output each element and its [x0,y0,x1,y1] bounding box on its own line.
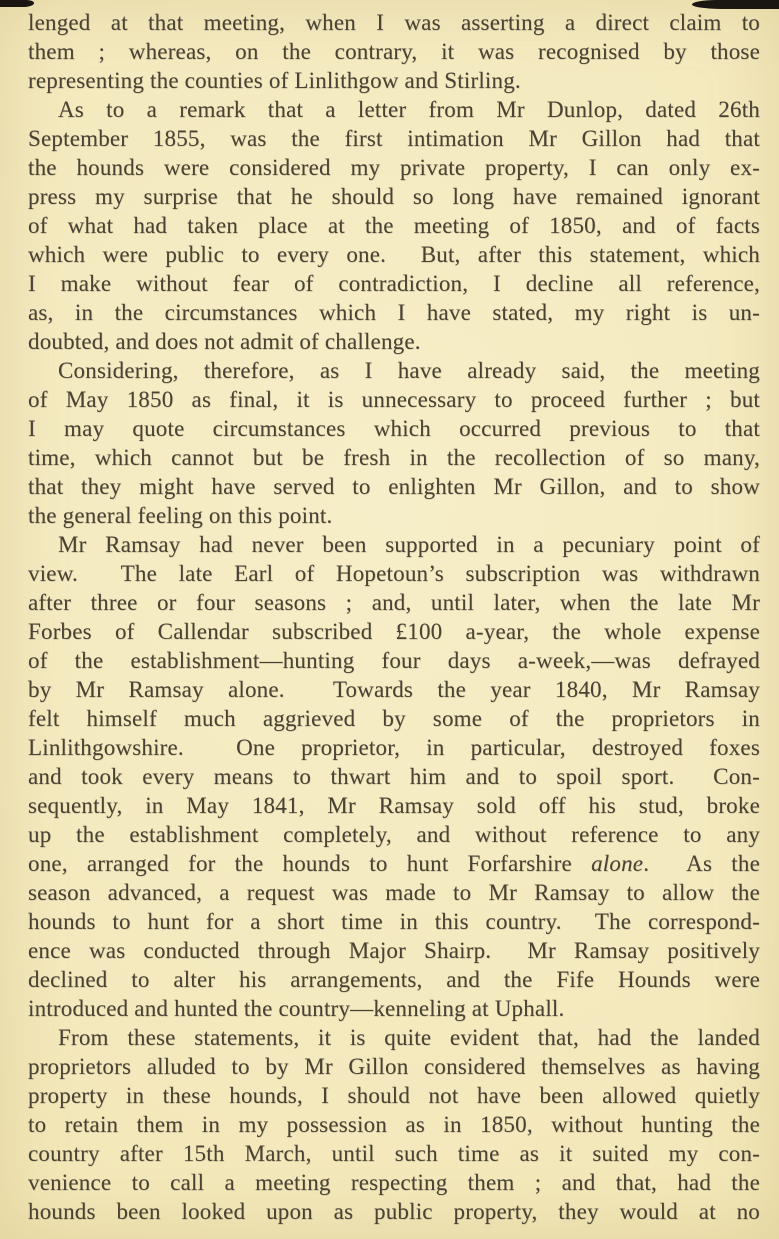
text-line: As to a remark that a letter from Mr Dunlop, dated 26th [58,97,760,122]
text-line: sequently, in May 1841, Mr Ramsay sold off his stud, broke [28,793,760,818]
text-line: of what had taken place at the meeting of 1850, and of facts [28,213,760,238]
text-line: I make without fear of contradiction, I decline all reference, [28,271,760,296]
text-line: the hounds were considered my private property, I can only ex- [28,155,760,180]
text-line: of the establishment—hunting four days a-week,—was defrayed [28,648,760,673]
text-line: hounds to hunt for a short time in this country. The correspond- [28,909,760,934]
text-line: From these statements, it is quite evident that, had the landed [58,1025,760,1050]
text-line: one, arranged for the hounds to hunt Forfarshire alone. As the [28,851,760,876]
text-line: up the establishment completely, and without reference to any [28,822,760,847]
text-line: hounds been looked upon as public property, they would at no [28,1199,760,1224]
text-line: I may quote circumstances which occurred previous to that [28,416,760,441]
text-line: of May 1850 as final, it is unnecessary to proceed further ; but [28,387,760,412]
text-line: by Mr Ramsay alone. Towards the year 1840, Mr Ramsay [28,677,760,702]
text-line: view. The late Earl of Hopetoun’s subscription was withdrawn [28,561,760,586]
text-line: that they might have served to enlighten Mr Gillon, and to show [28,474,760,499]
text-line: representing the counties of Linlithgow and Stirling. [28,68,521,93]
text-line: proprietors alluded to by Mr Gillon considered themselves as having [28,1054,760,1079]
text-line: venience to call a meeting respecting them ; and that, had the [28,1170,760,1195]
text-line: doubted, and does not admit of challenge. [28,329,421,354]
text-line: Considering, therefore, as I have already said, the meeting [58,358,760,383]
text-line: press my surprise that he should so long have remained ignorant [28,184,760,209]
text-line: after three or four seasons ; and, until later, when the late Mr [28,590,760,615]
text-line: September 1855, was the first intimation Mr Gillon had that [28,126,760,151]
text-line: declined to alter his arrangements, and the Fife Hounds were [28,967,760,992]
text-line: felt himself much aggrieved by some of the proprietors in [28,706,760,731]
text-line: introduced and hunted the country—kenneling at Uphall. [28,996,565,1021]
text-line: the general feeling on this point. [28,503,333,528]
text-line: which were public to every one. But, after this statement, which [28,242,760,267]
text-line: property in these hounds, I should not have been allowed quietly [28,1083,760,1108]
text-line: country after 15th March, until such time as it suited my con- [28,1141,760,1166]
text-line: and took every means to thwart him and to spoil sport. Con- [28,764,760,789]
text-line: Mr Ramsay had never been supported in a pecuniary point of [58,532,760,557]
scan-artifact-top-left [0,0,34,7]
text-line: Forbes of Callendar subscribed £100 a-year, the whole expense [28,619,760,644]
text-line: season advanced, a request was made to Mr Ramsay to allow the [28,880,760,905]
text-line: lenged at that meeting, when I was asserting a direct claim to [28,10,760,35]
text-line: time, which cannot but be fresh in the recollection of so many, [28,445,760,470]
page-text-block [28,8,760,1226]
italic-word: alone [591,851,644,876]
text-line: Linlithgowshire. One proprietor, in particular, destroyed foxes [28,735,760,760]
text-line: as, in the circumstances which I have stated, my right is un- [28,300,760,325]
text-line: them ; whereas, on the contrary, it was recognised by those [28,39,760,64]
text-line: ence was conducted through Major Shairp. Mr Ramsay positively [28,938,760,963]
text-line: to retain them in my possession as in 1850, without hunting the [28,1112,760,1137]
